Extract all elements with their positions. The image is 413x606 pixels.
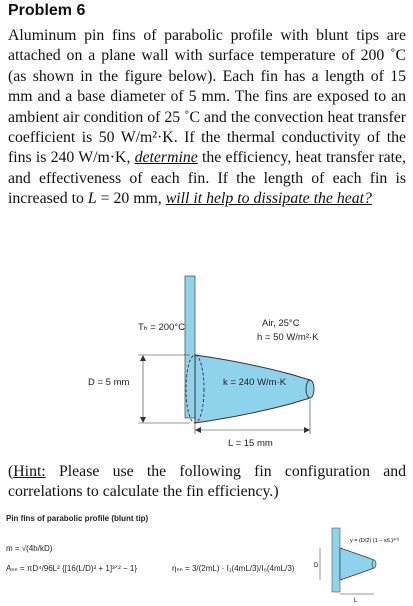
parabolic-fin: [195, 355, 310, 423]
k-label: k = 240 W/m·K: [223, 377, 287, 388]
determine-word: determine: [134, 149, 198, 167]
h-label: h = 50 W/m²·K: [257, 332, 319, 343]
reference-fin-sketch: [298, 516, 410, 604]
length-symbol: L: [87, 190, 97, 208]
fin-figure: [0, 270, 413, 460]
hint-paragraph: [8, 462, 406, 503]
reference-L: L: [354, 598, 358, 604]
diameter-arrow-up: [140, 355, 146, 361]
length-arrow-left: [195, 427, 201, 433]
question-text: will it help to dissipate the heat?: [165, 190, 372, 208]
diameter-label: D = 5 mm: [88, 377, 130, 388]
hint-paren: (: [8, 463, 14, 480]
problem-text-part1: Aluminum pin fins of parabolic profile with blunt tips are attached on a plane wall with surface temperature of 200 ˚C (as shown in the figure below). Each fin has a length of 15 mm and a base diameter of 5 mm. The fins are exposed to an ambient air condition of 25 ˚C and the convection heat transfer coefficient is 50 W/m²·K. If the thermal conductivity of the fins is 240 W/m·K,: [8, 27, 406, 167]
reference-profile: y = (D/2) (1 − x/L)³ᐟ²: [350, 538, 400, 544]
wall-temp-label: Tₕ = 200°C: [138, 322, 185, 333]
reference-correlation: [6, 514, 410, 604]
diameter-arrow-down: [140, 417, 146, 423]
air-label: Air, 25°C: [262, 318, 300, 329]
length-label: L = 15 mm: [228, 438, 273, 449]
hint-label: Hint:: [13, 463, 46, 480]
problem-text-part2: the efficiency, heat transfer rate, and effectiveness of each fin. If the length of each fin is increased to: [8, 149, 407, 208]
eq-m: m = √(4h/kD): [6, 544, 53, 553]
fin-tip-outline: [306, 380, 314, 398]
length-arrow-right: [304, 427, 310, 433]
problem-statement: [8, 26, 406, 210]
hint-text: Please use the following fin configuration and correlations to calculate the fin efficiency.): [8, 463, 407, 501]
problem-text-part3: = 20 mm,: [100, 190, 162, 208]
eq-fin-area: Aₙₙ = πD⁴/96L² {[16(L/D)² + 1]³ᐟ² − 1}: [6, 564, 137, 573]
reference-D: D: [314, 563, 319, 569]
eq-fin-efficiency: ηₙₙ = 3/(2mL) · I₁(4mL/3)/I₀(4mL/3): [172, 564, 295, 573]
problem-heading: Problem 6: [8, 2, 86, 19]
reference-title: Pin fins of parabolic profile (blunt tip): [6, 514, 149, 523]
